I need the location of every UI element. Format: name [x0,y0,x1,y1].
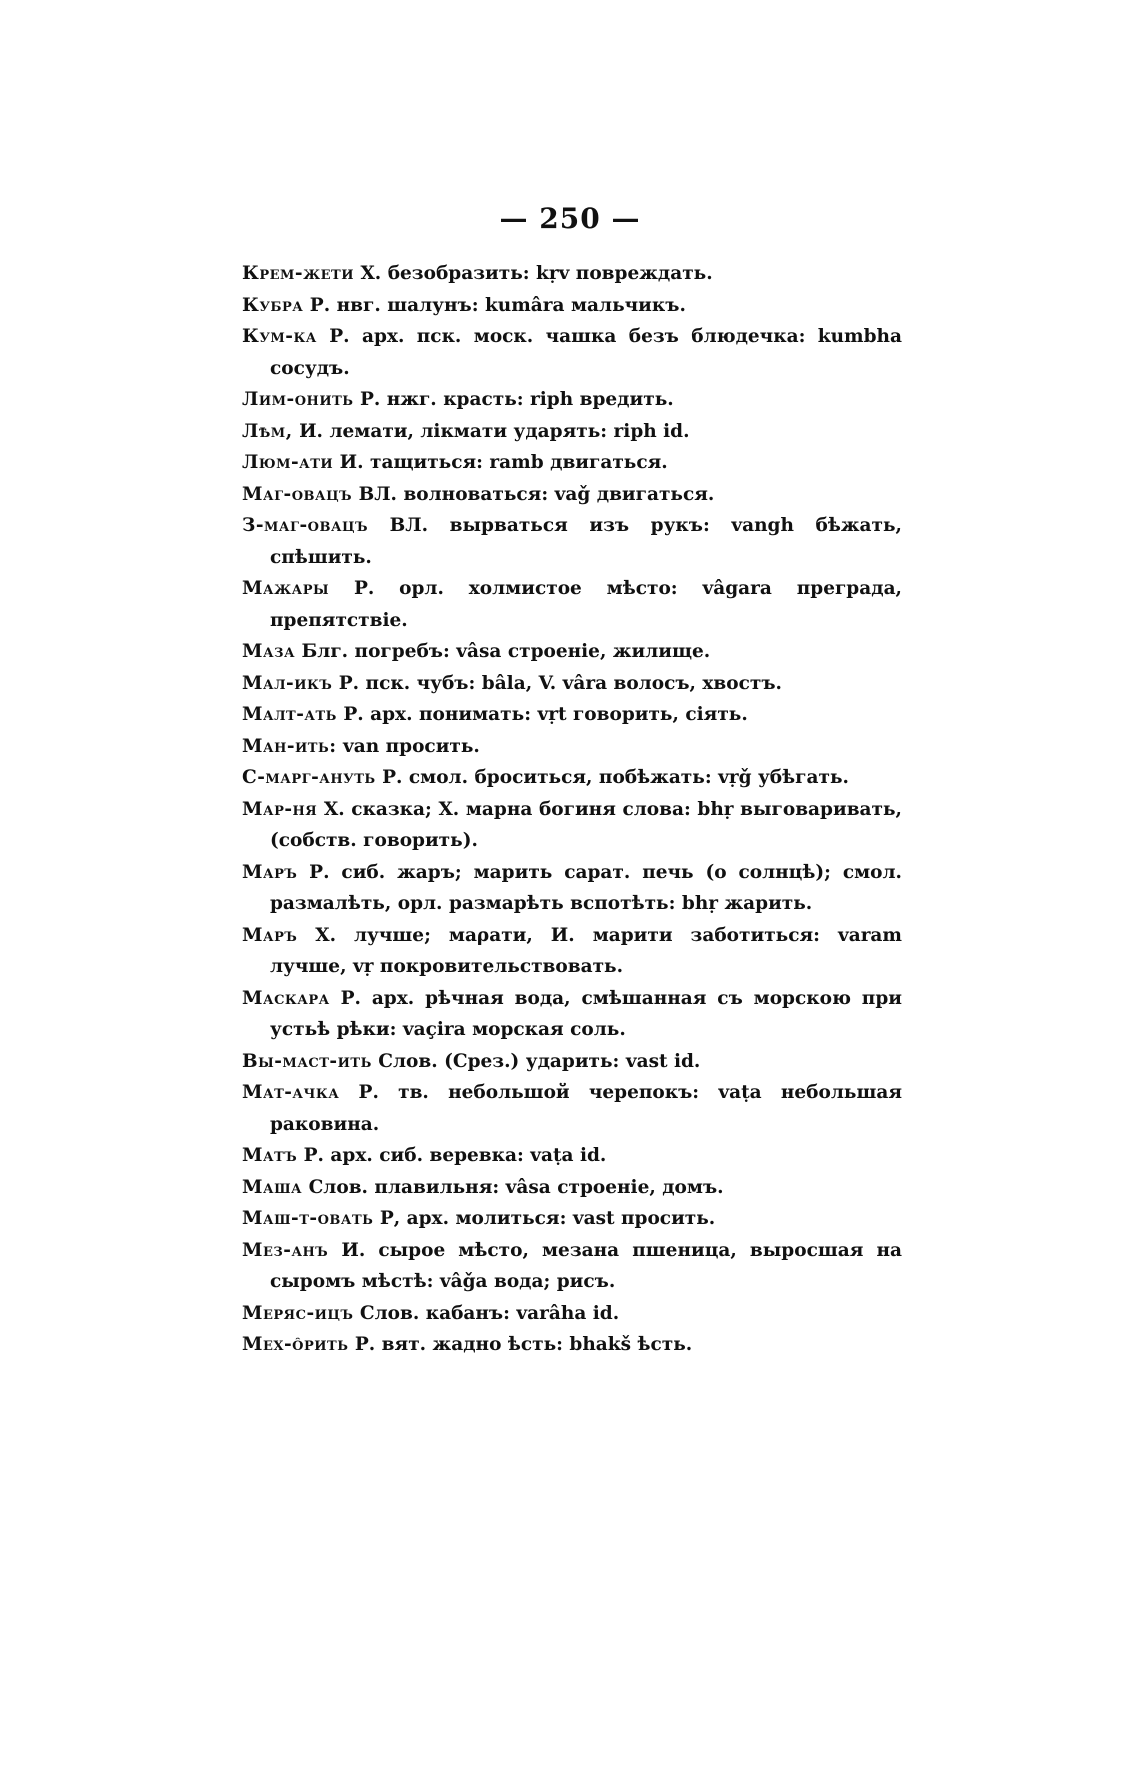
entry-headword: Ман-ить: [242,735,337,757]
entry-headword: Меряс-ицъ [242,1302,354,1324]
entry-headword: Мал-икъ [242,672,333,694]
entry-definition: Р. арх. сиб. веревка: vaṭa id. [297,1145,607,1166]
entry-definition: Р. арх. понимать: vṛt говорить, сіять. [336,704,748,725]
entry-definition: Р. вят. жадно ѣсть: bhakš ѣсть. [348,1334,693,1355]
entry-definition: Р. сиб. жаръ; марить сарат. печь (о солнцѣ); смол. размалѣть, орл. размарѣть вспотѣть: bhṛ жарить. [270,861,902,914]
entry-definition: Р, арх. молиться: vast просить. [373,1208,716,1229]
dictionary-entry [242,636,902,668]
entry-definition: Слов. кабанъ: varâha id. [353,1302,620,1324]
entry-definition: Х. лучше; маρати, И. марити заботиться: varam лучше, vṛ покровительствовать. [270,924,902,977]
entry-headword: Маръ [242,861,298,883]
entry-definition: Р. пск. чубъ: bâla, V. vâra волосъ, хвостъ. [332,672,782,694]
entry-definition: ВЛ. волноваться: vaǧ двигаться. [352,483,715,505]
entry-headword: Малт-ать [242,704,337,725]
entry-definition: Х. безобразить: kṛv повреждать. [354,263,713,284]
dictionary-entry [242,510,902,573]
dictionary-entry [242,479,902,511]
entry-definition: И. сырое мѣсто, мезана пшеница, выросшая на сыромъ мѣстѣ: vâǧa вода; рисъ. [270,1239,902,1292]
entry-headword: Матъ [242,1145,298,1166]
entry-definition: Р. арх. рѣчная вода, смѣшанная съ морскою при устьѣ рѣки: vaçira морская соль. [270,987,902,1040]
entry-definition: Слов. (Срез.) ударить: vast id. [371,1050,701,1072]
dictionary-entry [242,1203,902,1235]
dictionary-entry [242,290,902,322]
entry-definition: И. тащиться: ramb двигаться. [333,452,668,473]
entry-headword: Мат-ачка [242,1082,340,1103]
entry-headword: Мажары [242,578,330,599]
dictionary-entry [242,1235,902,1298]
entry-definition: van просить. [336,735,480,757]
dictionary-entry [242,1298,902,1330]
entry-headword: Кум-ка [242,326,317,347]
dictionary-entry [242,1172,902,1204]
entry-headword: Мар-ня [242,798,318,820]
dictionary-entry [242,416,902,448]
entry-definition: ВЛ. вырваться изъ рукъ: vangh бѣжать, спѣшить. [270,515,902,568]
dictionary-entry [242,731,902,763]
entry-definition: Р. орл. холмистое мѣсто: vâgara преграда, препятствіе. [270,578,902,631]
entry-headword: Маш-т-овать [242,1208,374,1229]
entry-headword: Маг-овацъ [242,483,353,505]
entry-definition: Р. арх. пск. моск. чашка безъ блюдечка: kumbha сосудъ. [270,326,902,379]
dictionary-entry [242,857,902,920]
dictionary-entry [242,384,902,416]
entry-headword: Крем-жети [242,263,355,284]
dictionary-entry [242,762,902,794]
dictionary-entry [242,668,902,700]
page-number: — 250 — [499,202,641,235]
dictionary-entry [242,258,902,290]
entry-headword: Маза [242,641,296,662]
entry-headword: Лѣм, [242,420,293,442]
entry-headword: Маша [242,1176,303,1198]
entry-definition: И. лемати, лікмати ударять: riph id. [292,420,690,442]
dictionary-entry [242,1329,902,1361]
entry-headword: Вы-маст-ить [242,1050,372,1072]
dictionary-entry [242,794,902,857]
dictionary-entry [242,1046,902,1078]
dictionary-entry [242,1077,902,1140]
entry-definition: Р. нвг. шалунъ: kumâra мальчикъ. [303,294,686,316]
dictionary-entry [242,699,902,731]
entry-definition: Р. тв. небольшой черепокъ: vaṭa небольшая раковина. [270,1082,902,1135]
entry-headword: Маскара [242,987,330,1009]
dictionary-entry [242,447,902,479]
entry-headword: Мез-анъ [242,1239,329,1261]
entry-headword: З-маг-овацъ [242,515,369,536]
entry-definition: Слов. плавильня: vâsa строеніе, домъ. [302,1176,724,1198]
dictionary-entry [242,983,902,1046]
entry-headword: Кубра [242,294,304,316]
dictionary-entry [242,1140,902,1172]
entry-headword: Люм-ати [242,452,334,473]
entry-headword: Лим-онить [242,389,354,410]
entry-definition: Р. нжг. красть: riph вредить. [353,389,674,410]
entry-headword: Мех-ôрить [242,1334,349,1355]
dictionary-entry [242,573,902,636]
dictionary-entries [242,258,902,1361]
entry-headword: Маръ [242,924,298,946]
entry-definition: Блг. погребъ: vâsa строеніе, жилище. [295,641,711,662]
entry-headword: С-марг-ануть [242,767,376,788]
dictionary-entry [242,321,902,384]
entry-definition: Р. смол. броситься, побѣжать: vṛǧ убѣгать. [375,767,849,788]
dictionary-entry [242,920,902,983]
entry-definition: Х. сказка; Х. марна богиня слова: bhṛ выговаривать, (собств. говорить). [270,798,902,851]
